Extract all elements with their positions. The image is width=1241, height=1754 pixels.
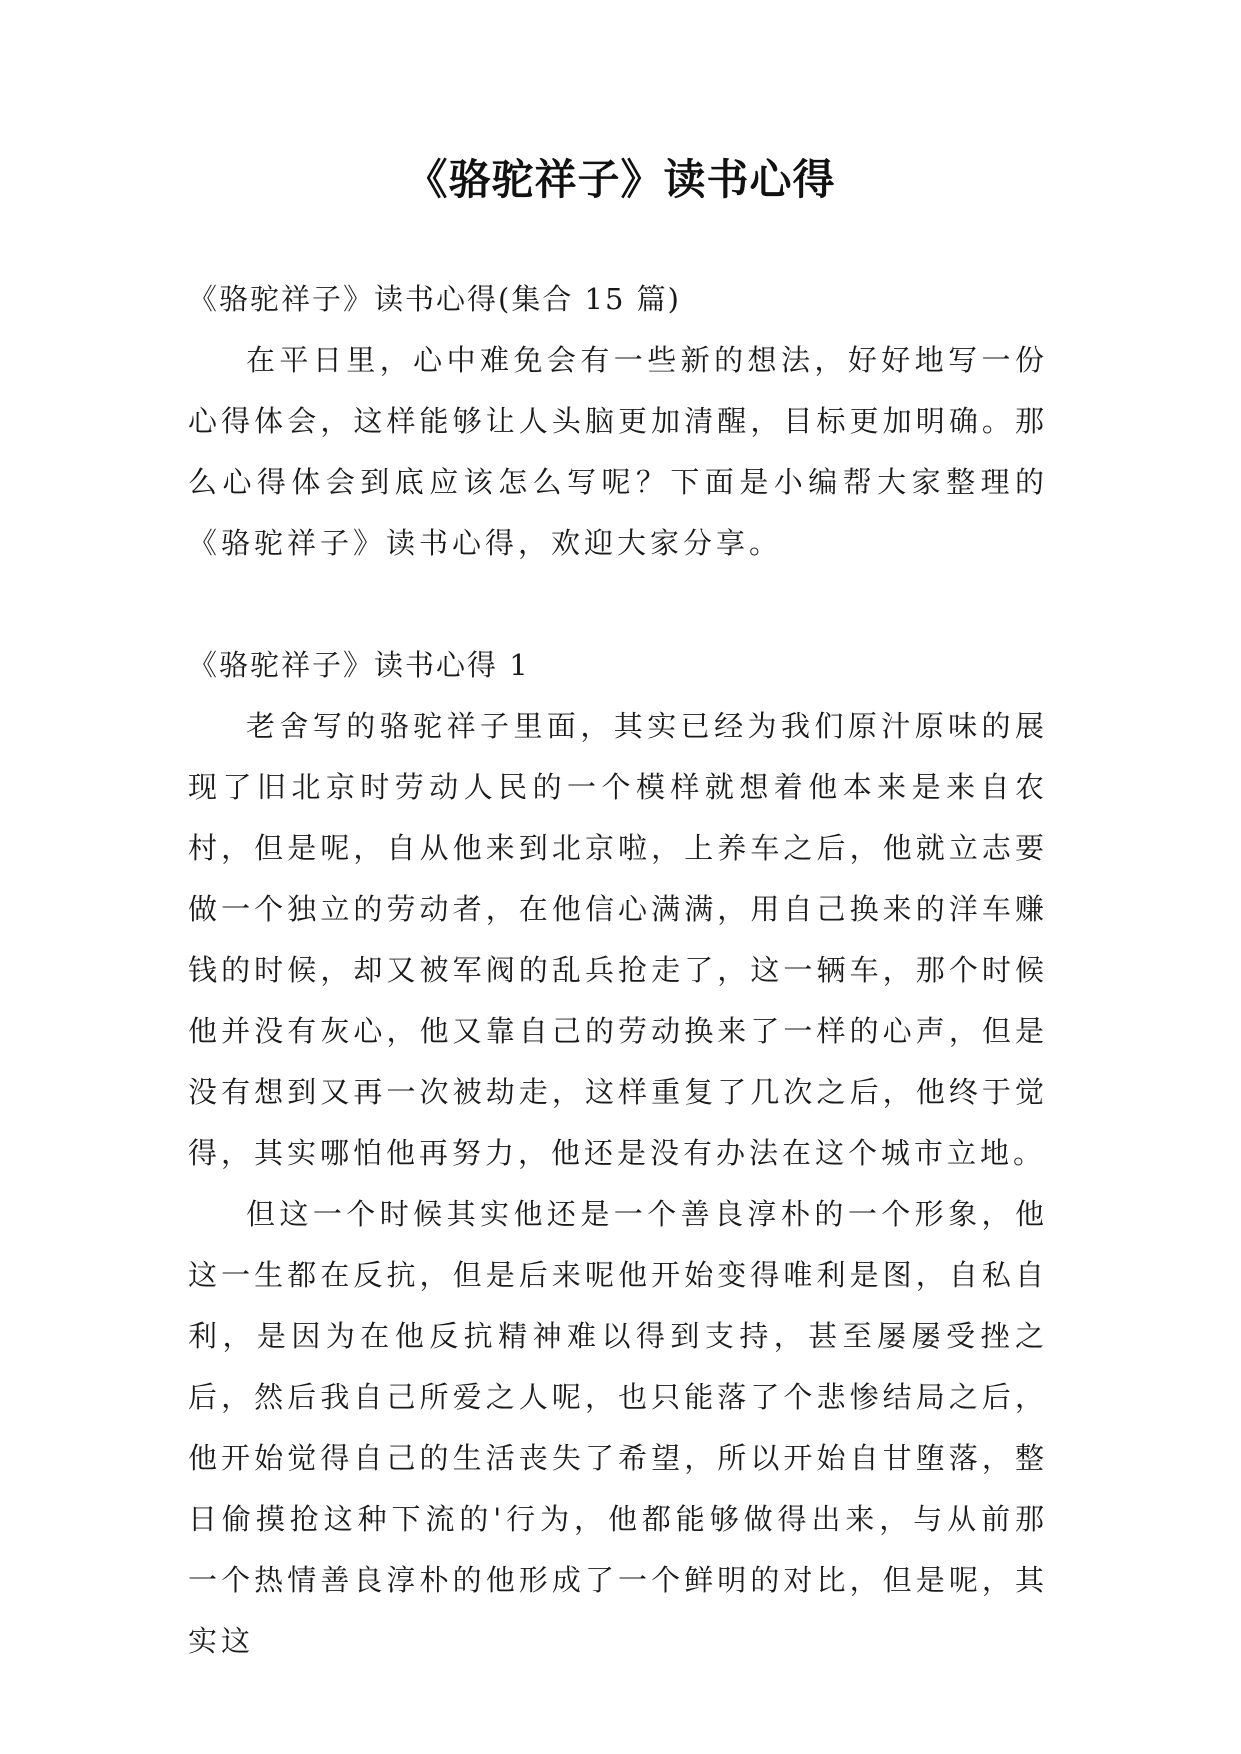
section-1-paragraph-2: 但这一个时候其实他还是一个善良淳朴的一个形象，他这一生都在反抗，但是后来呢他开始变得唯利是图，自私自利，是因为在他反抗精神难以得到支持，甚至屡屡受挫之后，然后我自己所爱之人呢，也只能落了个悲惨结局之后，他开始觉得自己的生活丧失了希望，所以开始自甘堕落，整日偷摸抢这种下流的'行为，他都能够做得出来，与从前那一个热情善良淳朴的他形成了一个鲜明的对比，但是呢，其实这 (188, 1197, 1048, 1658)
section-1-heading: 《骆驼祥子》读书心得 1 (188, 648, 530, 682)
intro-section (188, 269, 1048, 574)
document-title: 《骆驼祥子》读书心得 (405, 155, 836, 204)
intro-paragraph: 在平日里，心中难免会有一些新的想法，好好地写一份心得体会，这样能够让人头脑更加清醒，目标更加明确。那么心得体会到底应该怎么写呢？下面是小编帮大家整理的《骆驼祥子》读书心得，欢迎大家分享。 (188, 343, 1048, 560)
intro-heading: 《骆驼祥子》读书心得(集合 15 篇) (188, 282, 681, 316)
section-1-paragraph-1: 老舍写的骆驼祥子里面，其实已经为我们原汁原味的展现了旧北京时劳动人民的一个模样就想着他本来是来自农村，但是呢，自从他来到北京啦，上养车之后，他就立志要做一个独立的劳动者，在他信心满满，用自己换来的洋车赚钱的时候，却又被军阀的乱兵抢走了，这一辆车，那个时候他并没有灰心，他又靠自己的劳动换来了一样的心声，但是没有想到又再一次被劫走，这样重复了几次之后，他终于觉得，其实哪怕他再努力，他还是没有办法在这个城市立地。 (188, 709, 1048, 1170)
section-1 (188, 635, 1048, 1672)
